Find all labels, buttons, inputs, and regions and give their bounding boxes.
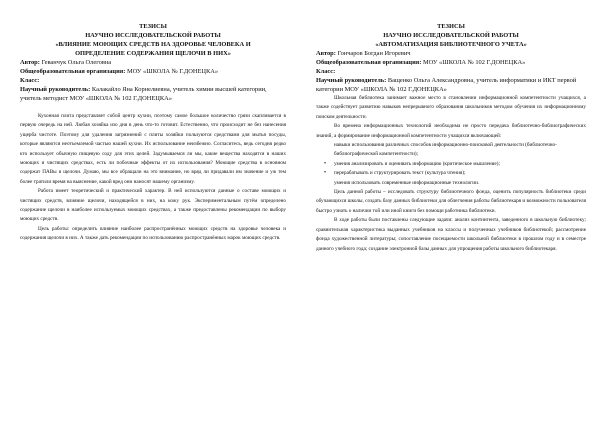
right-competence-bullets <box>316 160 586 179</box>
right-paragraph-4: В ходе работы были поставлены следующие задачи: анализ контингента, заведенного в школьную библиотеку; сравнительная характеристика выданных учебников на классы и полученных учебников библиотекой; рассмотрение фонда художественной литературы; сопоставление посещаемости школьной библиотеки в прошлом году и в семестре данного учебного года; создание электронной базы данных для упрощения работы школьного библиотекаря. <box>316 217 586 252</box>
left-title-line-4: ОПРЕДЕЛЕНИЕ СОДЕРЖАНИЯ ЩЕЛОЧИ В НИХ» <box>75 50 231 57</box>
right-organization <box>316 58 586 67</box>
left-org-value: МОУ «ШКОЛА № Г.ДОНЕЦКА» <box>125 68 219 75</box>
left-title-line-1: ТЕЗИСЫ <box>139 23 167 30</box>
right-paragraph-2: Во времена информационных технологий необходима не просто передача библиотечно-библиографических знаний, а формирование информационной компетентности учащихся включающей: <box>316 123 586 139</box>
left-supervisor-label: Научный руководитель: <box>20 86 91 93</box>
right-supervisor-value: Ващенко Ольга Александровна, учитель информатики и ИКТ первой категории МОУ «ШКОЛА № 102 Г.ДОНЕЦКА» <box>316 77 577 93</box>
left-org-label: Общеобразовательная организация: <box>20 68 126 75</box>
right-competence-item-1: навыки использования различных способов информационно-поисковой деятельности (библиотечно-библиографической компетентности); <box>334 142 557 158</box>
right-org-value: МОУ «ШКОЛА № 102 Г.ДОНЕЦКА» <box>421 59 526 66</box>
left-paragraph-3: Цель работы: определить влияние наиболее распространённых моющих средств на здоровье человека и содержания щелочи в них. А также дать рекомендации по использованию распространённых марок моющих средств. <box>20 225 286 242</box>
right-supervisor <box>316 76 586 94</box>
left-paragraph-1: Кухонная плита представляет собой центр кухни, поэтому самое большое количество грязи скапливается в первую очередь на ней. Любая хозяйка изо дня в день что-то готовит. Естественно, что происходит не без нанесения ущерба чистоте. Поэтому для удаления загрязнений с плиты хозяйки пользуются средствами для мытья посуды, которые являются неотъемлемой частью нашей кухни. Их использование неизбежно. Согласитесь, ведь сегодня редко кто использует обычную пищевую соду для этих целей. Задумываемся ли мы, какие вещества находятся в наших моющих и чистящих средствах, есть ли побочные эффекты от их использования? Моющие средства в основном содержат ПАВы и щелочи. Думаю, мы все обращали на это внимание, но вряд ли придавали им значение и уж тем более тратили время на выяснение, какой вред они наносят нашему организму. <box>20 113 286 185</box>
left-title-line-2: НАУЧНО ИССЛЕДОВАТЕЛЬСКОЙ РАБОТЫ <box>85 32 221 39</box>
right-supervisor-label: Научный руководитель: <box>316 77 387 84</box>
right-author <box>316 49 586 58</box>
left-supervisor <box>20 85 286 103</box>
left-class <box>20 76 286 85</box>
right-page <box>300 0 600 424</box>
right-paragraph-1: Школьная библиотека занимает важное место в становлении информационной компетентности учащихся, а также содействует развитию навыков непрерывного образования школьников методом обучения их информационному поиском деятельности. <box>316 95 586 120</box>
right-class-label: Класс: <box>316 68 336 75</box>
right-author-label: Автор: <box>316 50 336 57</box>
right-paragraph-3: Цель данной работы – исследовать структуру библиотечного фонда, оценить популярность библиотеки среди обучающихся школы, создать базу данных библиотеки для облегчения работы библиотекаря и возможности пользователя быстро узнать о наличии той или иной книги без помощи работника библиотеки. <box>316 189 586 214</box>
left-title-line-3: «ВЛИЯНИЕ МОЮЩИХ СРЕДСТВ НА ЗДОРОВЬЕ ЧЕЛОВЕКА И <box>55 41 251 48</box>
right-title-line-3: «АВТОМАТИЗАЦИЯ БИБЛИОТЕЧНОГО УЧЕТА» <box>375 41 527 48</box>
right-class <box>316 67 586 76</box>
right-title-line-1: ТЕЗИСЫ <box>437 23 465 30</box>
right-org-label: Общеобразовательная организация: <box>316 59 422 66</box>
left-author <box>20 58 286 67</box>
left-paragraph-2: Работа имеет теоретический и практический характер. В ней используются данные о составе моющих и чистящих средств, влияние щелочи, находящейся в них, на кожу рук. Экспериментальным путём определено содержание щелочи в наиболее используемых моющих средствах, а также предоставлены рекомендации по выбору моющих средств. <box>20 188 286 223</box>
right-bullet-item-2: • перерабатывать и структурировать текст (культура чтения); <box>324 169 586 178</box>
left-class-label: Класс: <box>20 77 40 84</box>
right-bullet-item-1: • умения анализировать и оценивать информацию (критическое мышление); <box>324 160 586 169</box>
left-supervisor-value: Калакайло Яна Корнелиевна, учитель химии высшей категории, учитель методист МОУ «ШКОЛА № 102 Г.ДОНЕЦКА» <box>20 86 267 102</box>
left-organization <box>20 67 286 76</box>
left-author-label: Автор: <box>20 59 40 66</box>
left-author-value: Геванчук Ольга Олеговна <box>39 59 112 66</box>
right-competence-item-4: умения использовать современные информационные технологии. <box>334 179 480 186</box>
right-title-line-2: НАУЧНО ИССЛЕДОВАТЕЛЬСКОЙ РАБОТЫ <box>383 32 519 39</box>
left-spacer <box>20 103 286 112</box>
right-author-value: Гончаров Богдан Игоревич <box>335 50 411 57</box>
